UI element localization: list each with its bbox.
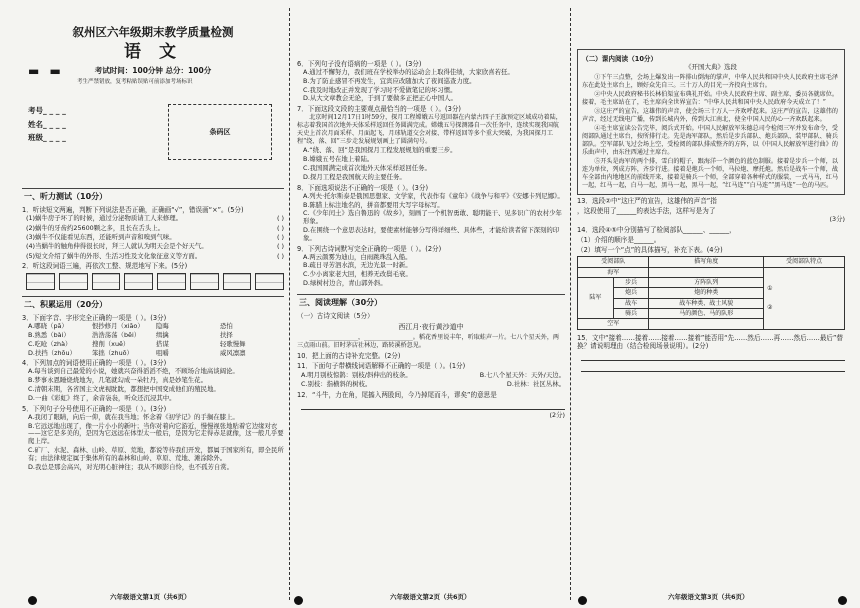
question-6: 6．下列句子没有语病的一项是（ ）。(3分)	[297, 60, 422, 68]
judge-item	[26, 253, 284, 261]
column-1	[22, 0, 284, 596]
q6-option: C.我及时地改正并发现了学习时不爱做笔记的坏习惯。	[303, 85, 457, 94]
option-text: C.别枝：指横斜的树枝。	[301, 380, 372, 389]
question-14-b: （1）介绍的顺序是______。	[577, 236, 661, 245]
question-12: 12．“斗牛，力在角，尾搐入两股间，今乃掉尾而斗，谬矣”的意思是	[297, 390, 497, 399]
question-5: 5．下列句子分号使用不正确的一项是（ ）。(3分)	[22, 404, 167, 413]
passage-title: 《开国大典》选段	[685, 63, 737, 72]
header-marks: ▬ ▬	[28, 64, 64, 78]
q9-option: C.少小离家老大回，相养无改鬓毛衰。	[303, 270, 412, 279]
option-text: B.熟悉（bài）	[28, 330, 70, 339]
option-text: 咀嚼	[156, 348, 169, 357]
question-10: 10．把上面的古诗补充完整。(2分)	[297, 352, 401, 361]
student-fields	[28, 104, 66, 145]
section-title: 一、听力测试（10分）	[22, 188, 284, 204]
option-text: 轻歌慢舞	[220, 339, 246, 348]
answer-paren[interactable]: ( )	[276, 251, 284, 260]
option-text: 威风凛凛	[220, 348, 246, 357]
q7-option: C.我国圆满完成首次地外天体采样返回任务。	[303, 164, 431, 173]
subsection-title: （二）课内阅读（10分）	[582, 55, 658, 63]
q3-option	[28, 350, 284, 358]
section-title: 三、阅读理解（30分）	[297, 294, 565, 310]
q7-passage: 北京时间12月17日1时59分，探月工程嫦娥五号返回器在内蒙古四子王旗预定区域成功着陆，标志着我国首次地外天体采样返回任务圆满完成。嫦娥五号探测器自一次任务中，连续实现我国航天史上首次月面采样、月面起飞、月球轨道交会对接、带样返回等多个重大突破，为我国探月工程“绕、落、回”三步走发展规划画上了圆满句号。	[297, 114, 562, 146]
question-14: 14．选段④⑤中分别描写了检阅部队______、______，	[577, 226, 736, 235]
q7-option: A.“绕、落、回”是我国探月工程发展规划的重要三步。	[303, 146, 457, 155]
q3-option	[28, 332, 284, 340]
registration-dot	[28, 596, 37, 605]
judge-item	[26, 243, 284, 251]
writing-box[interactable]	[255, 273, 284, 290]
question-14-c: （2）填写一个“点”的具体描写，补充下表。(4分)	[577, 246, 723, 255]
question-13: 13．选段②中“这庄严的宣告，这雄伟的声音”指	[577, 197, 717, 206]
answer-paren[interactable]: ( )	[276, 232, 284, 241]
option-text: 笨拙（zhuō）	[92, 348, 133, 357]
passage-paragraph: ③这庄严的宣告，这雄伟的声音，使会场三十万人一齐欢呼起来。这庄严的宣告，这雄伟的声音，经过无线电广播，传到长城内外，传到大江南北，使全中国人民的心一齐欢跃起来。	[582, 108, 838, 124]
option-text: (5)短文介绍了蜗牛的外形、生活习性及文化象征意义等方面。	[26, 251, 202, 260]
q3-option	[28, 341, 284, 349]
exam-number-field[interactable]: 考号_ _ _ _	[28, 106, 66, 115]
registration-dot	[838, 596, 847, 605]
option-text: C.吃呛（zhà）	[28, 339, 72, 348]
poem-title: 西江月·夜行黄沙道中	[398, 322, 464, 331]
column-divider	[570, 8, 571, 600]
q7-option: D.探月工程是我国航天的主要任务。	[303, 172, 406, 181]
passage-paragraph: ①下午三点整，会场上爆发出一阵排山倒海的掌声，中华人民共和国中央人民政府主席毛泽东在此处主席台上，顾好众先自三。三十万人的目光一齐投向主席台。	[582, 73, 838, 89]
q12-score: (2分)	[549, 410, 565, 419]
writing-box[interactable]	[59, 273, 88, 290]
question-9: 9．下列古诗词默写完全正确的一项是（ ）。(2分)	[297, 244, 442, 253]
q9-option: D.绿树村边合，青山郭外斜。	[303, 279, 387, 288]
q5-option: B.它远远地出现了，像一片小小的新叶；当你对着向它游近，慢慢视张地贴着它边缘对衣——这它是多美的，是因为它远远在体型太一般后，是因为它走得赤足就像，这一般几乎要爬上岸。	[28, 421, 284, 446]
answer-line[interactable]	[301, 401, 565, 410]
table-row: 海军 ① ②	[578, 267, 845, 277]
option-text: 搭谋	[156, 339, 169, 348]
answer-paren[interactable]: ( )	[276, 214, 284, 223]
class-field[interactable]: 班级_ _ _ _	[28, 133, 66, 142]
option-text: (4)当蜗牛的触角伸得很长时，拜三人就认为明天会是个好天气。	[26, 242, 208, 251]
exam-title: 叙州区六年级期末教学质量检测	[72, 25, 234, 39]
section-listening	[22, 188, 284, 472]
page-footer: 六年级语文第3页（共6页）	[668, 593, 749, 602]
q4-option: A.每当谈到自己最爱的小说，她就兴奋得滔滔不绝，不顾场合地高谈阔论。	[28, 367, 239, 376]
judge-item	[26, 234, 284, 242]
q13-score: (3分)	[829, 215, 845, 224]
option-text: (1)蜗牛房子坏了的时候，通过分泌物质请工人来修理。	[26, 214, 183, 223]
writing-boxes	[26, 273, 284, 290]
question-4: 4．下列加点的词语使用正确的一项是（ ）。(3分)	[22, 359, 167, 368]
exam-notice: 考生严禁错放，复考粘贴误贴可前添加考场标识	[77, 78, 193, 85]
column-2	[297, 58, 565, 588]
page-footer: 六年级语文第1页（共6页）	[110, 593, 191, 602]
question-2: 2．听这段词语三遍，再依次工整、规范地写下来。(5分)	[22, 262, 188, 271]
q8-option: B.陈腊上标注地名的，拼音都要用大写字母标写。	[303, 200, 444, 209]
subject-title: 语 文	[124, 42, 182, 63]
name-field[interactable]: 姓名_ _ _ _	[28, 119, 66, 129]
passage-paragraph: ⑤开头是海军的两个排，雪白的帽子，跟海洋一个颜色的蓝色制服。接着是步兵一个师，以连为单位，列成方阵，齐步行进。接着是炮兵一个师，马拉炮、摩托炮。然后是战车一个师，战车全部由内地地区的前线开来，接着是骑兵一个师，全部穿着各种样式的服装，一式马马，红马一起，红马一起，白马一起，黑马一起，黑马一起，“红马连”“白马连”“黑马连”一色的马匹。	[582, 158, 838, 190]
q9-option: A.两云颜雾为迪山，白雨跳珠乱入船。	[303, 252, 412, 261]
option-text: 浩浩荡荡（bēi）	[92, 330, 141, 339]
question-8: 8．下面选项说法不正确的一项是（ ）。(3分)	[297, 183, 429, 192]
review-table	[577, 256, 845, 329]
section-title: 二、积累运用（20分）	[22, 296, 284, 312]
option-text: 隐晦	[156, 322, 169, 331]
question-1: 1．听读短文两遍，判断下列说法是否正确，正确画“√”，错误画“×”。(5分)	[22, 205, 244, 214]
exam-time: 考试时间：100分钟 总分：100分	[94, 65, 212, 75]
judge-item	[26, 225, 284, 233]
q5-option: C.矿厂、水泥、森林、山岭、草原、荒地，都说等待我们开发，都属于国家所有，即全民所有；由法律规定属于集体所有的森林和山岭、草原、荒地、滩涂除外。	[28, 445, 284, 462]
table-row: 战车 战车种类、战士风貌	[578, 298, 845, 308]
registration-dot	[294, 596, 303, 605]
question-3: 3．下面字音、字形完全正确的一项是（ ）。(3分)	[22, 314, 167, 323]
table-row: 骑兵 马的颜色、马的队形	[578, 308, 845, 318]
answer-line[interactable]	[581, 363, 845, 372]
q5-option: A.我闭了眼睛，向后一仰，就在我当地；怀念着《初学记》的手搁在膝上。	[28, 412, 239, 421]
writing-box[interactable]	[124, 273, 153, 290]
option-text: 恨抄修月（xiāo）	[92, 322, 144, 331]
reading-passage	[577, 49, 845, 195]
q4-option: B.梦事永恩睡烧烧地为，几笔就勾成一朵牡丹，真是妙笔生花。	[28, 376, 207, 385]
option-text: 恐怕	[220, 322, 233, 331]
subsection-title: （一）古诗文阅读（5分）	[297, 311, 374, 320]
page-footer: 六年级语文第2页（共6页）	[390, 593, 471, 602]
table-row: 空军	[578, 319, 845, 329]
barcode-label: 条码区	[209, 127, 231, 136]
barcode-area	[168, 104, 272, 160]
option-text: (3)蜗牛不仅能看见东西，还能听到声音和嗅到气味。	[26, 232, 176, 241]
q5-option: D.我总是那会高兴，对光明心脏神往；我从不顾影自怜，也不孤芳自赏。	[28, 462, 234, 471]
q9-option: B.疏日寻芳泗水滨，无边光景一时新。	[303, 261, 412, 270]
option-text: D.社林：社区丛林。	[506, 380, 565, 389]
option-text: (2)蜗牛的牙齿约25600颗之多，且长在舌头上。	[26, 223, 165, 232]
column-divider	[289, 8, 290, 600]
column-3	[577, 46, 845, 590]
question-11: 11．下面句子带横线词语解释不正确的一项是（ ）。(1分)	[297, 362, 466, 371]
q6-option: A.通过不懈努力，我们班在学校举办的运动会上取得佳绩，大家欣喜若狂。	[303, 68, 514, 77]
option-text: A.明月别枝惊鹊：别枝/斜伸出的枝条。	[301, 370, 412, 379]
q6-option: D.从大文章教会无论，于到了要做多正把正心中国人。	[303, 94, 457, 103]
q7-option: B.嫦娥五号在地上着陆。	[303, 155, 374, 164]
table-row: 炮兵 炮的种类	[578, 288, 845, 298]
writing-box[interactable]	[223, 273, 252, 290]
option-text: 扶择	[220, 330, 233, 339]
writing-box[interactable]	[26, 273, 55, 290]
question-7: 7．下面这段文段的主要观点最恰当的一项是（ ）。(3分)	[297, 105, 461, 114]
q4-option: C.清朝末期，各省国主文虎视眈眈，都想把中国变成他们的殖民地。	[28, 385, 220, 394]
judge-item	[26, 215, 284, 223]
option-text: 缉擒	[156, 330, 169, 339]
option-text: D.扶挡（zhōu）	[28, 348, 76, 357]
q11-option	[301, 372, 565, 380]
question-13-b: ，这段使用了______的表达手法，这样写是为了	[577, 207, 716, 216]
q8-option: A.列夫·托尔斯泰是俄国思想家、文学家，代表作有《童年》《战争与和平》《安娜卡列尼娜》。	[303, 191, 564, 200]
option-text: B.七八个星天外：天外/天边。	[479, 370, 565, 379]
answer-cell[interactable]: ① ②	[764, 267, 845, 329]
writing-box[interactable]	[92, 273, 121, 290]
writing-box[interactable]	[157, 273, 186, 290]
answer-paren[interactable]: ( )	[276, 223, 284, 232]
option-text: 搜削（xuē）	[92, 339, 130, 348]
registration-dot	[578, 596, 587, 605]
table-header-row: 受阅部队 描写角度 受阅部队特点	[578, 257, 845, 267]
q8-option: D.在围绕一个意思表达时，要使素材能够分写得详细些、具体些，才能给读者留下深刻的印象。	[303, 225, 560, 242]
q8-option: C.《少年闰土》选自鲁迅的《故乡》，刻画了一个机智勇敢、聪明能干、见多识广的农村少年形象。	[303, 209, 562, 226]
q11-option	[301, 381, 565, 389]
q3-option	[28, 323, 284, 331]
table-row: 陆军 步兵 方阵队列	[578, 277, 845, 287]
option-text: A.哪晓（pā）	[28, 322, 68, 331]
answer-paren[interactable]: ( )	[276, 242, 284, 251]
answer-line[interactable]	[581, 352, 845, 361]
q6-option: B.为了防止感冒不再发生，宜宾应改随加大了夜间巡查力度。	[303, 76, 476, 85]
poem-text: ________________，________________。稻花香里说丰年，听取蛙声一片。七八个星天外，两三点雨山前。旧时茅店社林边，路转溪桥忽见。	[297, 334, 560, 350]
question-15: 15．文中“接着……接着……接着……接着”能否用“先……然后……再……然后……最后”替换？请说明理由（结合检阅场景说明）。(2分)	[577, 333, 844, 350]
passage-paragraph: ④毛主席宣读公告完毕，阅兵式开始。中国人民解放军朱德总司令检阅三军并发布命令，受阅部队通过主席台，按所排行走。先是海军部队，然后是步兵部队、炮兵部队、装甲部队、骑兵部队。空军部队飞过会场上空，受检阅的部队排成整齐的方阵，以《中国人民解放军进行曲》的乐曲声中，由东往西通过主席台。	[582, 125, 838, 157]
q4-option: D.一曲《彩虹》终了，余音袅袅，听众还沉浸其中。	[28, 393, 176, 402]
writing-box[interactable]	[190, 273, 219, 290]
passage-paragraph: ②中央人民政府秘书长林伯渠宣布典礼开始。中央人民政府主席、副主席、委员各就席位。接着，毛主席站在了，毛主席向全世界宣告：“中华人民共和国中央人民政府今天成立了！”	[582, 91, 838, 107]
